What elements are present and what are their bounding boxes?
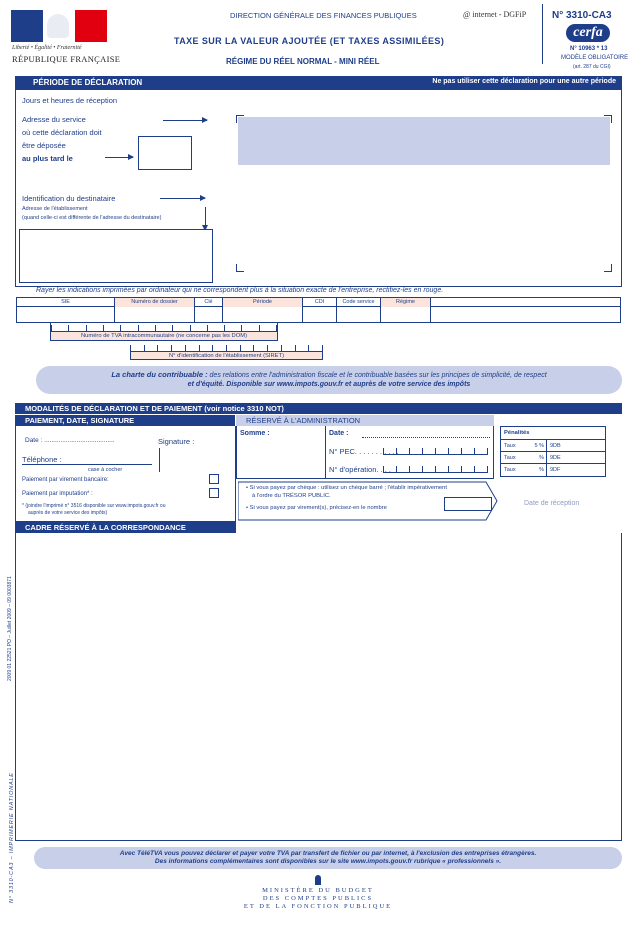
taux-code: 9DF: [550, 466, 561, 473]
tva-intra-field[interactable]: [50, 323, 278, 341]
col-sie: SIE: [17, 298, 115, 307]
cell-periode[interactable]: [223, 307, 303, 322]
paiement-signature[interactable]: Signature :: [158, 437, 195, 446]
ministry-emblem: [315, 875, 321, 885]
taux-value: %: [531, 452, 547, 464]
virement-count-box[interactable]: [444, 497, 492, 511]
imputation-checkbox[interactable]: [209, 488, 219, 498]
penalty-row: [501, 439, 605, 451]
motto: Liberté • Égalité • Fraternité: [12, 45, 82, 51]
arrow-to-destinataire: [160, 198, 205, 199]
admin-operation: N° d'opération. . . .: [329, 465, 391, 474]
cerfa-logo: cerfa: [566, 24, 610, 42]
col-cle: Clé: [195, 298, 223, 307]
penalites-table: [500, 426, 606, 477]
ministere-line-2: DES COMPTES PUBLICS: [262, 895, 374, 902]
col-code-service: Code service: [337, 298, 381, 307]
cell-code-service[interactable]: [337, 307, 381, 322]
etablissement-address-box[interactable]: [19, 229, 213, 283]
siret-label: N° d'identification de l'établissement (SIRET): [130, 352, 323, 360]
charte-text-1: des relations entre l'administration fiscale et le contribuable basées sur les principes de simplicité, de respect: [207, 372, 547, 379]
rayer-instruction: Rayer les indications imprimées par ordinateur qui ne correspondent plus à la situation exacte de l'entreprise, rectifiez-les en rouge.: [36, 287, 444, 294]
agency-name: DIRECTION GÉNÉRALE DES FINANCES PUBLIQUES: [230, 11, 417, 20]
admin-somme: Somme :: [240, 430, 270, 437]
side-code: 2009 01 22521 PO – Juillet 2009 – 09 0003871: [7, 576, 13, 681]
republic-name: RÉPUBLIQUE FRANÇAISE: [12, 54, 121, 64]
address-bracket: [236, 115, 612, 272]
article-ref: (art. 287 du CGI): [573, 64, 611, 70]
paiement-date[interactable]: Date : .......................................: [25, 437, 115, 444]
jours-label: Jours et heures de réception: [22, 96, 118, 105]
taux-value: %: [531, 464, 547, 476]
modalites-bar: MODALITÉS DE DÉCLARATION ET DE PAIEMENT (voir notice 3310 NOT): [15, 403, 622, 414]
etab-label-2: (quand celle-ci est différente de l'adresse du destinataire): [22, 215, 162, 221]
form-subtitle: RÉGIME DU RÉEL NORMAL - MINI RÉEL: [226, 57, 380, 66]
taux-label: Taux: [504, 466, 516, 473]
taux-code: 9DE: [550, 454, 561, 461]
col-regime: Régime: [381, 298, 431, 307]
arrow-to-date: [105, 157, 133, 158]
imputation-note-1: * (joindre l'imprimé n° 3516 disponible sur www.impots.gouv.fr ou: [22, 503, 166, 509]
charte-lead: La charte du contribuable :: [111, 370, 208, 379]
side-imprimerie: N° 3310-CA3 – IMPRIMERIE NATIONALE: [9, 772, 15, 903]
etab-arrow-down: [205, 207, 206, 227]
admin-pec: N° PEC. . . . . . . . . . .: [329, 447, 399, 456]
siret-field[interactable]: [130, 343, 323, 360]
cadre-correspondance-bar: CADRE RÉSERVÉ À LA CORRESPONDANCE: [15, 522, 236, 533]
cell-cle[interactable]: [195, 307, 223, 322]
etab-label-1: Adresse de l'établissement: [22, 206, 88, 212]
cell-regime[interactable]: [381, 307, 431, 322]
adresse-label-4: au plus tard le: [22, 154, 73, 163]
adresse-label-3: être déposée: [22, 141, 66, 150]
signature-box[interactable]: [159, 448, 227, 472]
col-periode: Période: [223, 298, 303, 307]
tva-intra-label: Numéro de TVA intracommunautaire (ne concerne pas les DOM): [51, 332, 277, 340]
cheque-note-2: à l'ordre du TRÉSOR PUBLIC.: [252, 493, 331, 499]
cell-cdi[interactable]: [303, 307, 337, 322]
ministere-line-1: MINISTÈRE DU BUDGET: [262, 887, 374, 894]
paiement-bar: PAIEMENT, DATE, SIGNATURE: [15, 415, 235, 426]
case-label: case à cocher: [88, 467, 123, 473]
marianne-logo: [11, 10, 107, 42]
arrow-to-address: [163, 120, 207, 121]
operation-field[interactable]: [383, 465, 488, 473]
periode-warning: Ne pas utiliser cette déclaration pour une autre période: [432, 78, 616, 85]
cerfa-number: N° 10963 * 13: [570, 46, 608, 52]
modele-obligatoire: MODÈLE OBLIGATOIRE: [561, 55, 629, 61]
teletva-banner: [34, 847, 622, 869]
paiement-telephone[interactable]: Téléphone :: [22, 455, 62, 464]
cell-sie[interactable]: [17, 307, 115, 322]
taux-value: 5 %: [531, 440, 547, 452]
ministere-line-3: ET DE LA FONCTION PUBLIQUE: [243, 903, 393, 910]
adresse-label-2: où cette déclaration doit: [22, 128, 102, 137]
penalty-row: [501, 451, 605, 463]
adresse-label-1: Adresse du service: [22, 115, 86, 124]
taux-label: Taux: [504, 442, 516, 449]
admin-bar: RÉSERVÉ À L'ADMINISTRATION: [236, 415, 494, 426]
form-number: N° 3310-CA3: [552, 10, 612, 21]
charte-text-2: et d'équité. Disponible sur www.impots.gouv.fr et auprès de votre service des impôts: [187, 381, 471, 388]
cheque-note-1: • Si vous payez par chèque : utilisez un chèque barré ; l'établir impérativement: [246, 485, 447, 491]
destinataire-label: Identification du destinataire: [22, 194, 116, 203]
internet-label: @ internet - DGFiP: [463, 10, 527, 19]
admin-date: Date :: [329, 430, 349, 437]
periode-bar: [15, 76, 622, 90]
col-dossier: Numéro de dossier: [115, 298, 195, 307]
charte-banner: [36, 366, 622, 394]
form-title: TAXE SUR LA VALEUR AJOUTÉE (ET TAXES ASSIMILÉES): [174, 36, 445, 46]
virement-label: Paiement par virement bancaire:: [22, 477, 109, 483]
pec-field[interactable]: [383, 447, 488, 455]
teletva-line-2: Des informations complémentaires sont disponibles sur le site www.impots.gouv.fr rubrique « professionnels ».: [154, 858, 502, 865]
penalites-header: Pénalités: [504, 430, 530, 436]
col-cdi: CDI: [303, 298, 337, 307]
correspondance-area[interactable]: [15, 533, 622, 841]
identification-grid: [16, 297, 621, 323]
date-reception: Date de réception: [524, 500, 580, 507]
cell-dossier[interactable]: [115, 307, 195, 322]
taux-label: Taux: [504, 454, 516, 461]
periode-title: PÉRIODE DE DÉCLARATION: [33, 78, 143, 87]
virement-note: • Si vous payez par virement(s), précisez-en le nombre: [246, 505, 387, 511]
taux-code: 9DB: [550, 442, 561, 449]
teletva-line-1: Avec TéléTVA vous pouvez déclarer et payer votre TVA par transfert de fichier ou par internet, à l'exclusion des entreprises étrangères.: [119, 850, 537, 857]
date-limit-box[interactable]: [138, 136, 192, 170]
virement-checkbox[interactable]: [209, 474, 219, 484]
imputation-label: Paiement par imputation* :: [22, 491, 93, 497]
penalty-row: [501, 463, 605, 475]
imputation-note-2: auprès de votre service des impôts): [28, 510, 108, 516]
ministry-name: [238, 887, 398, 911]
